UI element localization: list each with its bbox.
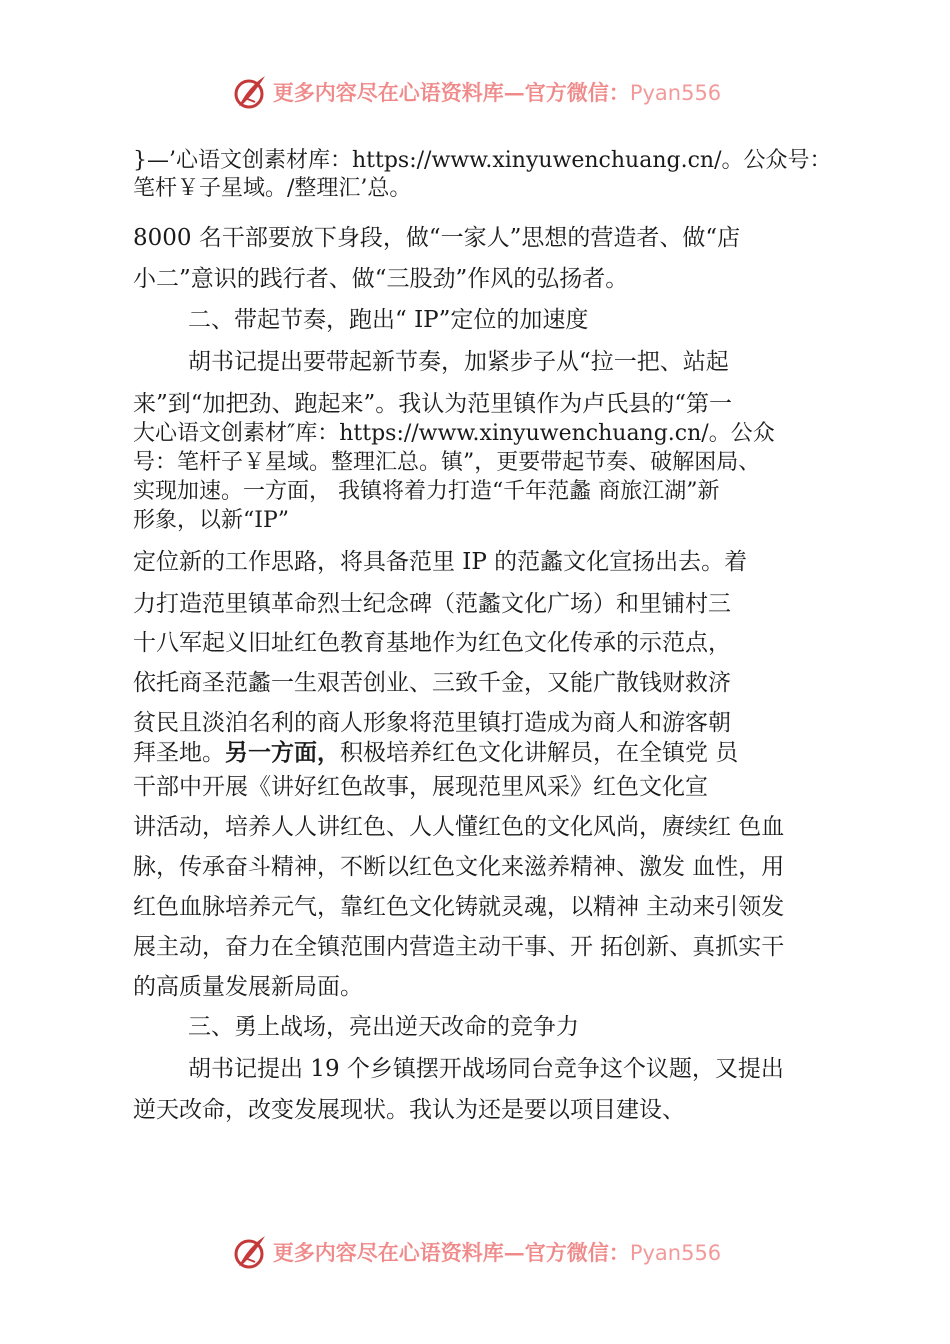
paragraph-line: 定位新的工作思路，将具备范里 IP 的范蠡文化宣扬出去。着 <box>133 549 748 575</box>
section-heading: 二、带起节奏，跑出“ IP”定位的加速度 <box>188 307 589 333</box>
inserted-source-line: 笔杆￥子星域。/整理汇’总。 <box>133 176 412 201</box>
paragraph-line: 来”到“加把劲、跑起来”。我认为范里镇作为卢氏县的“第一 <box>133 391 733 417</box>
paragraph-line: 依托商圣范蠡一生艰苦创业、三致千金，又能广散钱财救济 <box>133 670 731 696</box>
paragraph-line: 的高质量发展新局面。 <box>133 974 363 1000</box>
quill-logo-icon <box>229 72 269 112</box>
paragraph-line: 红色血脉培养元气，靠红色文化铸就灵魂，以精神 主动来引领发 <box>133 894 785 920</box>
inserted-source-line: 号：笔杆子￥星域。整理汇总。镇”，更要带起节奏、破解困局、 <box>133 450 761 475</box>
quill-logo-icon <box>229 1232 269 1272</box>
paragraph-line: 讲活动，培养人人讲红色、人人懂红色的文化风尚，赓续红 色血 <box>133 814 785 840</box>
paragraph-line: 力打造范里镇革命烈士纪念碑（范蠡文化广场）和里铺村三 <box>133 591 731 617</box>
paragraph-line: 拜圣地。另一方面，积极培养红色文化讲解员，在全镇党 员 <box>133 740 739 766</box>
paragraph-line: 逆天改命，改变发展现状。我认为还是要以项目建设、 <box>133 1097 685 1123</box>
inserted-source-line: 大心语文创素材″库：https://www.xinyuwenchuang.cn/。公众 <box>133 421 775 446</box>
inserted-source-line: }—’心语文创素材库：https://www.xinyuwenchuang.cn/。公众号： <box>133 148 832 173</box>
paragraph-line: 胡书记提出要带起新节奏，加紧步子从“拉一把、站起 <box>188 349 729 375</box>
section-heading: 三、勇上战场，亮出逆天改命的竞争力 <box>188 1014 579 1040</box>
wechat-id: Pyan556 <box>629 1241 722 1265</box>
paragraph-line: 胡书记提出 19 个乡镇摆开战场同台竞争这个议题，又提出 <box>188 1056 784 1082</box>
bold-lead-phrase: 另一方面， <box>225 740 340 766</box>
banner-text: 更多内容尽在心语资料库—官方微信：Pyan556 <box>272 80 722 105</box>
paragraph-line: 贫民且淡泊名利的商人形象将范里镇打造成为商人和游客朝 <box>133 710 731 736</box>
paragraph-line: 形象，以新“IP” <box>133 508 289 533</box>
wechat-id: Pyan556 <box>629 81 722 105</box>
banner-text: 更多内容尽在心语资料库—官方微信：Pyan556 <box>272 1240 722 1265</box>
paragraph-line: 干部中开展《讲好红色故事，展现范里风采》红色文化宣 <box>133 774 708 800</box>
paragraph-line: 脉，传承奋斗精神，不断以红色文化来滋养精神、激发 血性，用 <box>133 854 785 880</box>
footer-banner <box>0 1230 950 1274</box>
paragraph-line: 实现加速。一方面， 我镇将着力打造“千年范蠡 商旅江湖”新 <box>133 479 720 504</box>
paragraph-line: 展主动，奋力在全镇范围内营造主动干事、开 拓创新、真抓实干 <box>133 934 785 960</box>
paragraph-line: 十八军起义旧址红色教育基地作为红色文化传承的示范点， <box>133 630 731 656</box>
paragraph-line: 8000 名干部要放下身段，做“一家人”思想的营造者、做“店 <box>133 225 741 251</box>
paragraph-line: 小二”意识的践行者、做“三股劲”作风的弘扬者。 <box>133 266 629 292</box>
header-banner <box>0 70 950 114</box>
